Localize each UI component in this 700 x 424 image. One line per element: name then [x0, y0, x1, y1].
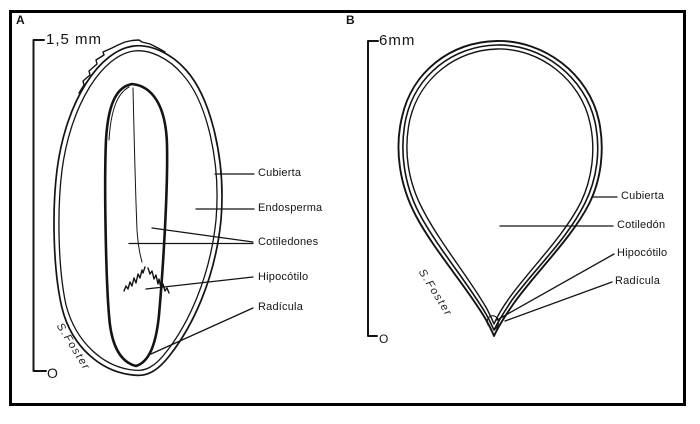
- panel-b-letter: B: [346, 13, 356, 27]
- artist-signature-b: S.Foster: [415, 267, 455, 319]
- scale-bar-b: [368, 41, 378, 336]
- seed-a-coat-inner: [59, 51, 217, 371]
- label-a-hipocotilo: Hipocótilo: [258, 271, 309, 283]
- leader-a-cotiledones-upper: [152, 228, 253, 242]
- label-b-cubierta: Cubierta: [621, 190, 665, 202]
- scale-a-bottom-label: O: [47, 365, 58, 381]
- scale-bar-a: [34, 40, 47, 371]
- label-b-hipocotilo: Hipocótilo: [617, 247, 668, 259]
- panel-a-letter: A: [16, 13, 26, 27]
- seed-a-hypocotyl-hatch-left: [124, 267, 145, 291]
- leader-a-radicula: [151, 308, 253, 354]
- artist-signature-a: S.Foster: [53, 321, 93, 373]
- scale-b-top-label: 6mm: [379, 32, 416, 49]
- label-a-radicula: Radícula: [258, 301, 304, 313]
- label-a-cotiledones: Cotiledones: [258, 236, 319, 248]
- seed-a-cotyledon-crease: [133, 88, 142, 262]
- scale-b-bottom-label: O: [379, 332, 389, 346]
- label-a-cubierta: Cubierta: [258, 167, 302, 179]
- seed-a-embryo-doubled-edge: [109, 87, 129, 140]
- label-a-endosperma: Endosperma: [258, 202, 323, 214]
- label-b-cotiledon: Cotiledón: [617, 219, 666, 231]
- seed-a-embryo-outline: [105, 84, 167, 366]
- label-b-radicula: Radícula: [615, 275, 661, 287]
- seed-a-hypocotyl-hatch-right: [148, 268, 169, 293]
- scale-a-top-label: 1,5 mm: [46, 31, 103, 48]
